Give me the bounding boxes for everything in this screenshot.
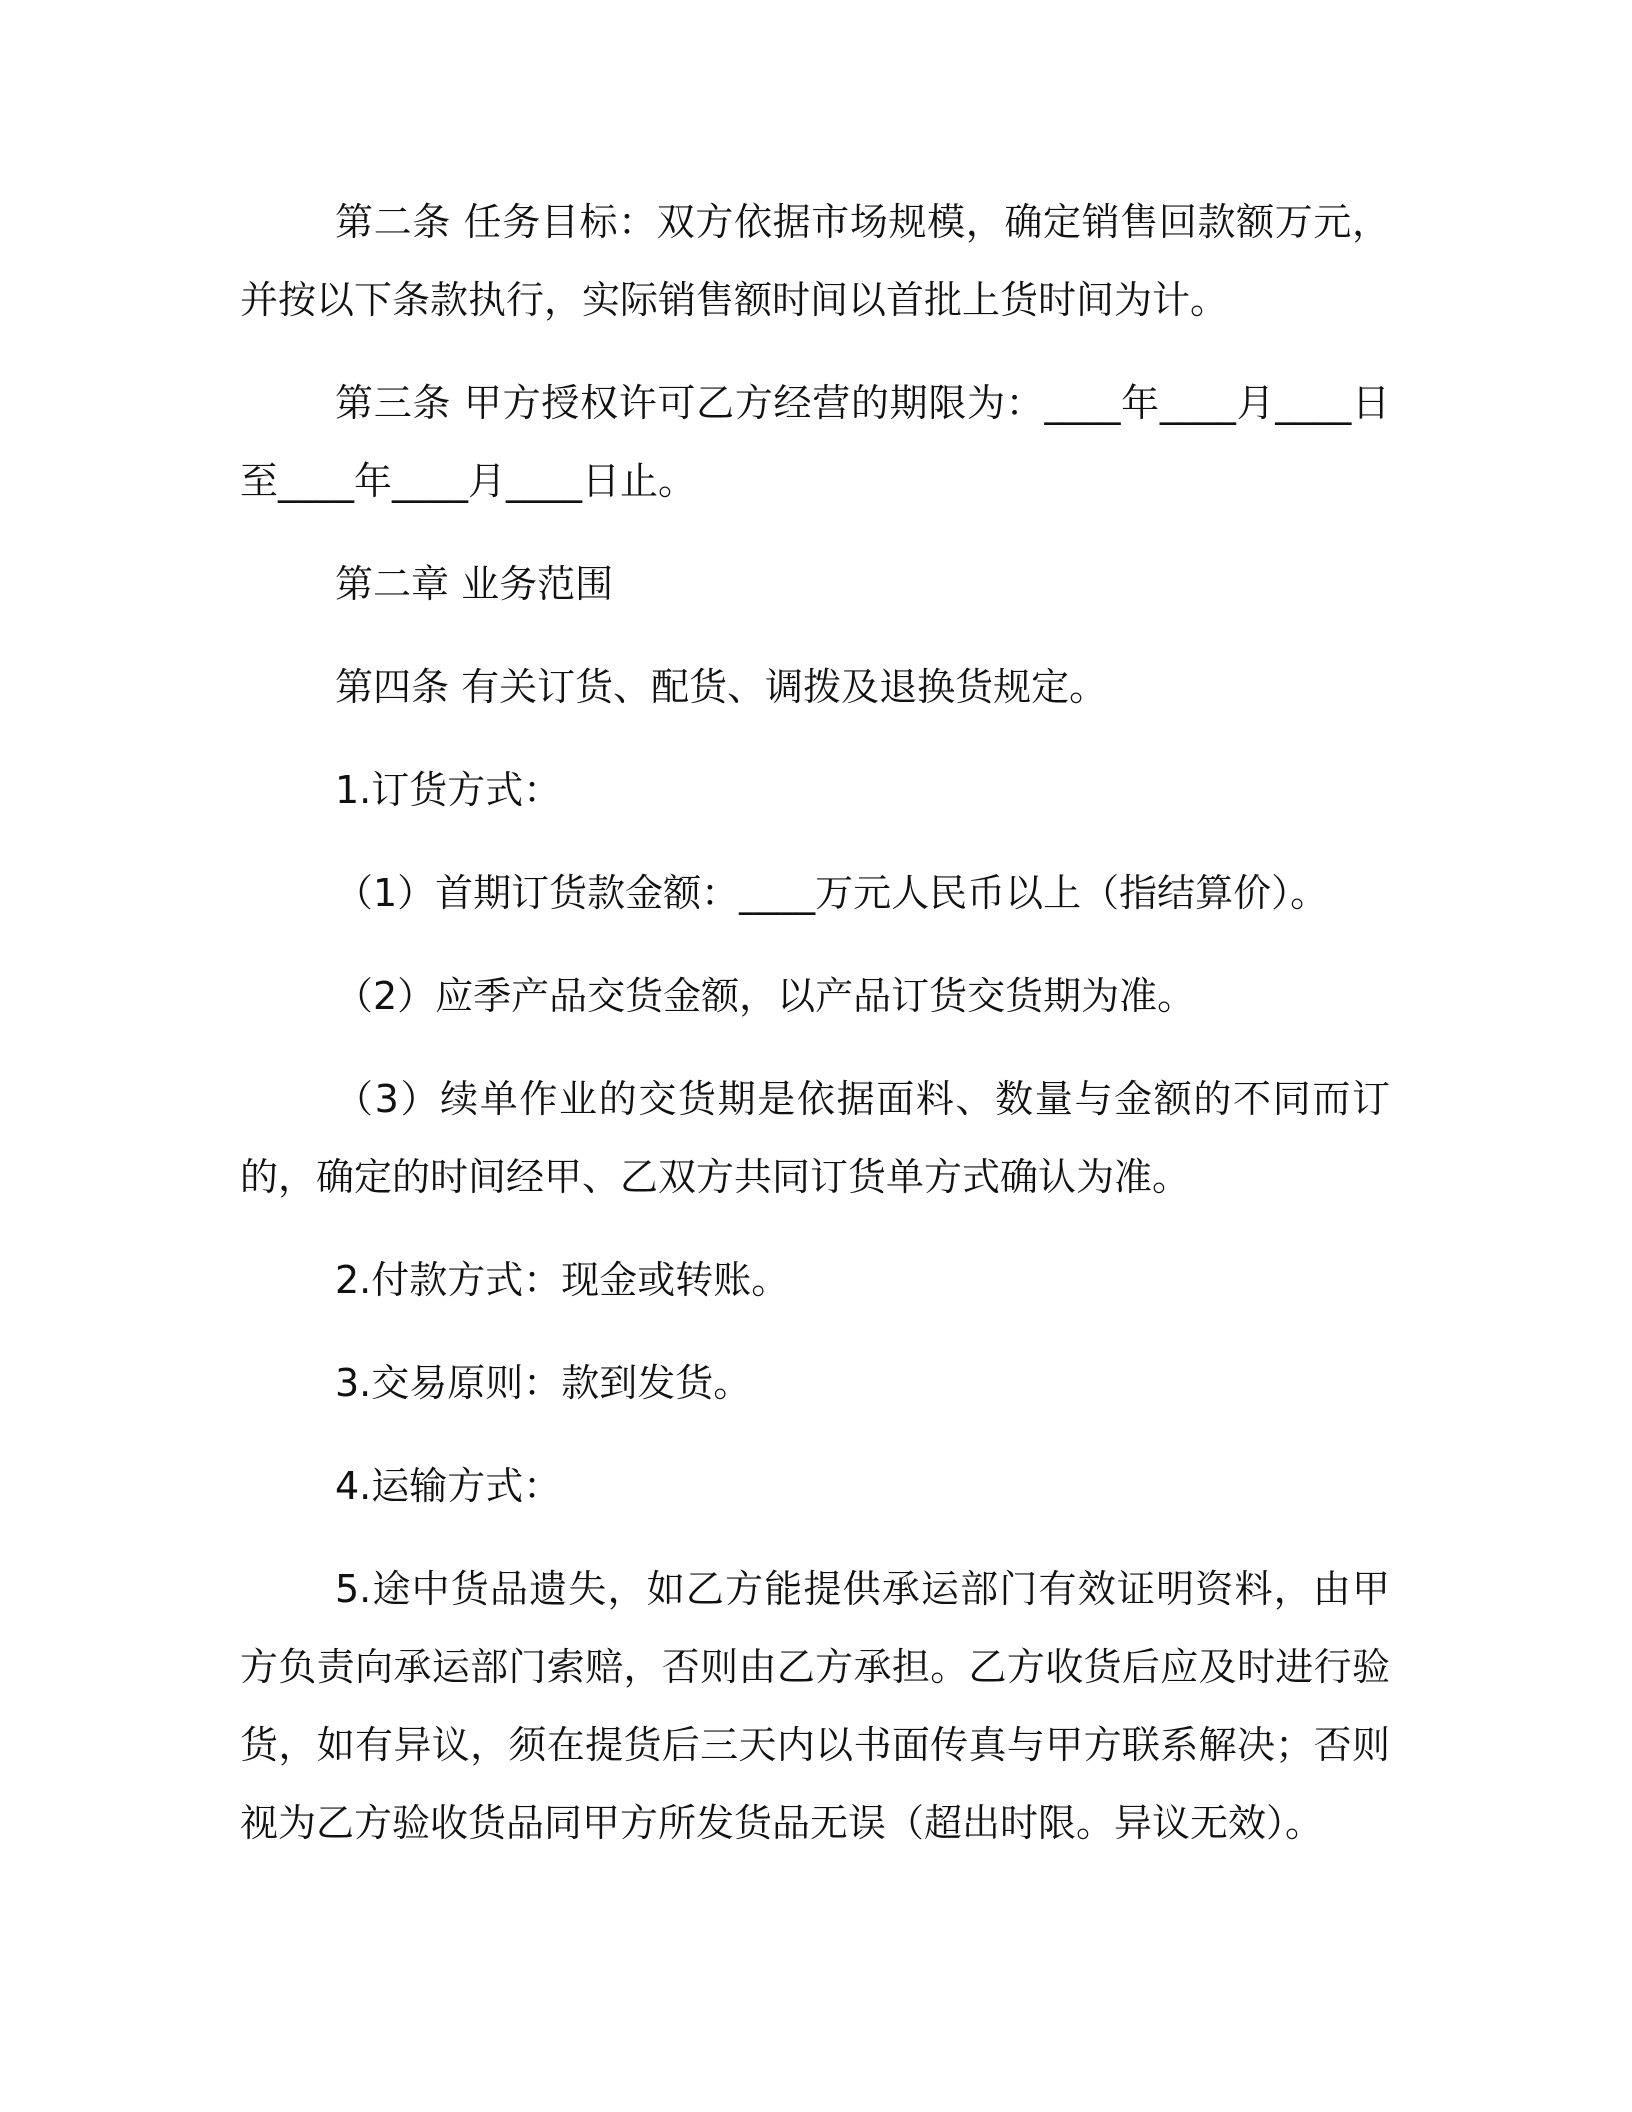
trade-principle: 3.交易原则：款到发货。 — [335, 1361, 752, 1405]
article-2-task-target: 第二条 任务目标：双方依据市场规模，确定销售回款额万元，并按以下条款执行，实际销售额时间以首批上货时间为计。 — [240, 200, 1390, 322]
ordering-method-heading: 1.订货方式： — [335, 768, 562, 812]
goods-loss-clause: 5.途中货品遗失，如乙方能提供承运部门有效证明资料，由甲方负责向承运部门索赔，否则由乙方承担。乙方收货后应及时进行验货，如有异议，须在提货后三天内以书面传真与甲方联系解决；否则视为乙方验收货品同甲方所发货品无误（超出时限。异议无效）。 — [240, 1567, 1390, 1845]
ordering-item-1: （1）首期订货款金额：____万元人民币以上（指结算价）。 — [335, 871, 1329, 915]
payment-method: 2.付款方式：现金或转账。 — [335, 1258, 790, 1302]
transport-method: 4.运输方式： — [335, 1464, 562, 1508]
chapter-2-heading: 第二章 业务范围 — [335, 562, 614, 606]
article-3-license-period: 第三条 甲方授权许可乙方经营的期限为：____年____月____日至____年____月____日止。 — [240, 381, 1390, 503]
article-4-ordering-rules: 第四条 有关订货、配货、调拨及退换货规定。 — [335, 665, 1108, 709]
document-body — [240, 183, 1390, 1862]
ordering-item-3: （3）续单作业的交货期是依据面料、数量与金额的不同而订的，确定的时间经甲、乙双方共同订货单方式确认为准。 — [240, 1077, 1390, 1199]
ordering-item-2: （2）应季产品交货金额，以产品订货交货期为准。 — [335, 974, 1196, 1018]
